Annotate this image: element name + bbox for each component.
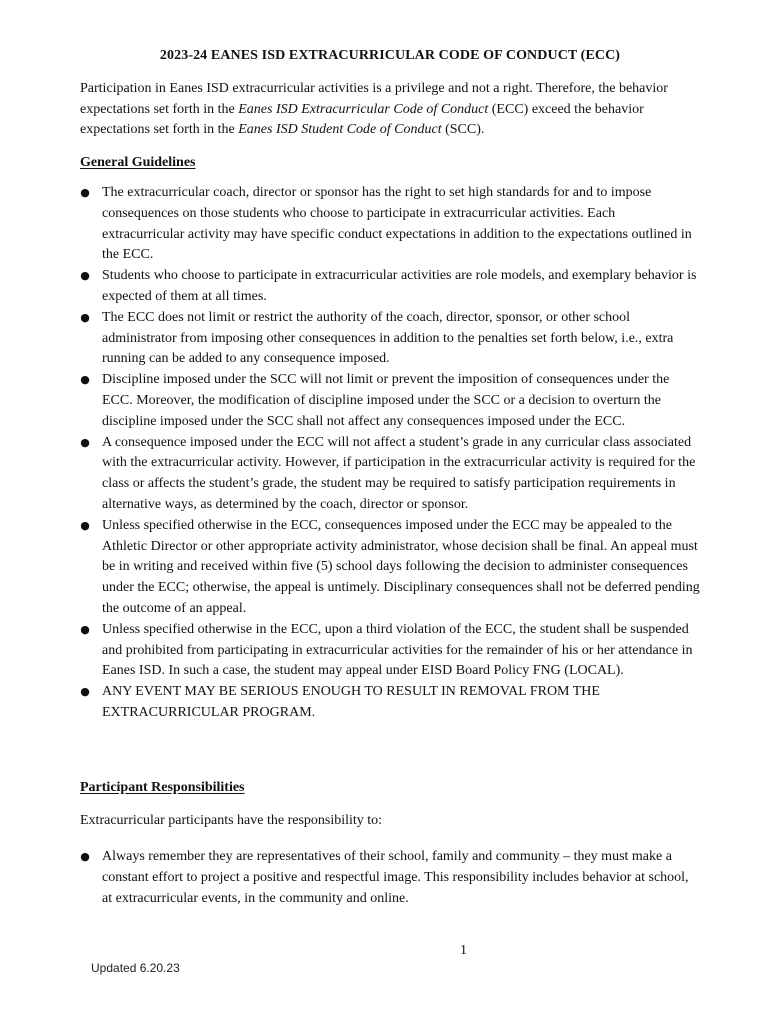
list-item-text: ANY EVENT MAY BE SERIOUS ENOUGH TO RESULT IN REMOVAL FROM THE EXTRACURRICULAR PROGRAM. xyxy=(102,684,600,720)
general-guidelines-heading: General Guidelines xyxy=(80,155,196,170)
list-item-text: The extracurricular coach, director or sponsor has the right to set high standards for and to impose consequences on those students who choose to participate in extracurricular activities. Each extracurricular activity may have specific conduct expectations in addition to the expectations outlined in the ECC. xyxy=(102,185,692,263)
list-item-text: A consequence imposed under the ECC will not affect a student’s grade in any curricular class associated with the extracurricular activity. However, if participation in the extracurricular activity is required for the class or affects the student’s grade, the student may be required to satisfy participation requirements in alternative ways, as determined by the coach, director or sponsor. xyxy=(102,434,696,512)
list-item xyxy=(80,370,700,432)
list-item xyxy=(80,308,700,370)
updated-date-footer: Updated 6.20.23 xyxy=(91,961,180,975)
intro-scc-title: Eanes ISD Student Code of Conduct xyxy=(238,122,442,138)
list-item xyxy=(80,682,700,724)
bullet-icon: ● xyxy=(80,850,90,863)
intro-paragraph xyxy=(80,79,700,141)
responsibilities-list xyxy=(80,847,700,909)
intro-text-3: (SCC). xyxy=(441,122,485,138)
document-title: 2023-24 EANES ISD EXTRACURRICULAR CODE OF CONDUCT (ECC) xyxy=(159,48,621,63)
list-item xyxy=(80,620,700,682)
intro-text-1: Participation in Eanes ISD extracurricular activities is a privilege and not a right. Therefore, the behavior expectations set forth in the xyxy=(80,81,668,117)
responsibilities-intro: Extracurricular participants have the responsibility to: xyxy=(80,813,383,828)
list-item-text: Students who choose to participate in extracurricular activities are role models, and exemplary behavior is expected of them at all times. xyxy=(102,268,697,304)
list-item xyxy=(80,516,700,620)
list-item xyxy=(80,183,700,266)
bullet-icon: ● xyxy=(80,518,90,532)
general-guidelines-list xyxy=(80,183,700,724)
list-item-text: Unless specified otherwise in the ECC, consequences imposed under the ECC may be appealed to the Athletic Director or other appropriate activity administrator, whose decision shall be final. An appeal must be in writing and received within five (5) school days following the decision to administer consequences under the ECC; otherwise, the appeal is untimely. Disciplinary consequences shall not be deferred pending the outcome of an appeal. xyxy=(102,517,700,616)
bullet-icon: ● xyxy=(80,373,90,387)
intro-ecc-title: Eanes ISD Extracurricular Code of Conduct xyxy=(238,101,489,117)
list-item-text: Discipline imposed under the SCC will not limit or prevent the imposition of consequences under the ECC. Moreover, the modification of discipline imposed under the SCC or a decision to overturn the discipline imposed under the SCC shall not affect any consequences imposed under the ECC. xyxy=(102,372,670,429)
page-number: 1 xyxy=(460,943,467,958)
bullet-icon: ● xyxy=(80,310,90,324)
bullet-icon: ● xyxy=(80,186,90,199)
list-item xyxy=(80,433,700,516)
bullet-icon: ● xyxy=(80,622,90,636)
intro-text-2: (ECC) exceed the behavior expectations set forth in the xyxy=(80,101,644,138)
list-item-text: Unless specified otherwise in the ECC, upon a third violation of the ECC, the student shall be suspended and prohibited from participating in extracurricular activities for the remainder of his or her attendance in Eanes ISD. In such a case, the student may appeal under EISD Board Policy FNG (LOCAL). xyxy=(102,621,693,679)
bullet-icon: ● xyxy=(80,685,90,699)
bullet-icon: ● xyxy=(80,435,90,449)
list-item-text: Always remember they are representatives of their school, family and community – they must make a constant effort to project a positive and respectful image. This responsibility includes behavior at school, at extracurricular events, in the community and online. xyxy=(102,849,689,906)
list-item xyxy=(80,266,700,308)
bullet-icon: ● xyxy=(80,269,90,283)
list-item xyxy=(80,847,700,909)
participant-responsibilities-heading: Participant Responsibilities xyxy=(80,780,245,795)
list-item-text: The ECC does not limit or restrict the authority of the coach, director, sponsor, or other school administrator from imposing other consequences in addition to the penalties set forth below, i.e., extra running can be added to any consequence imposed. xyxy=(102,309,674,367)
